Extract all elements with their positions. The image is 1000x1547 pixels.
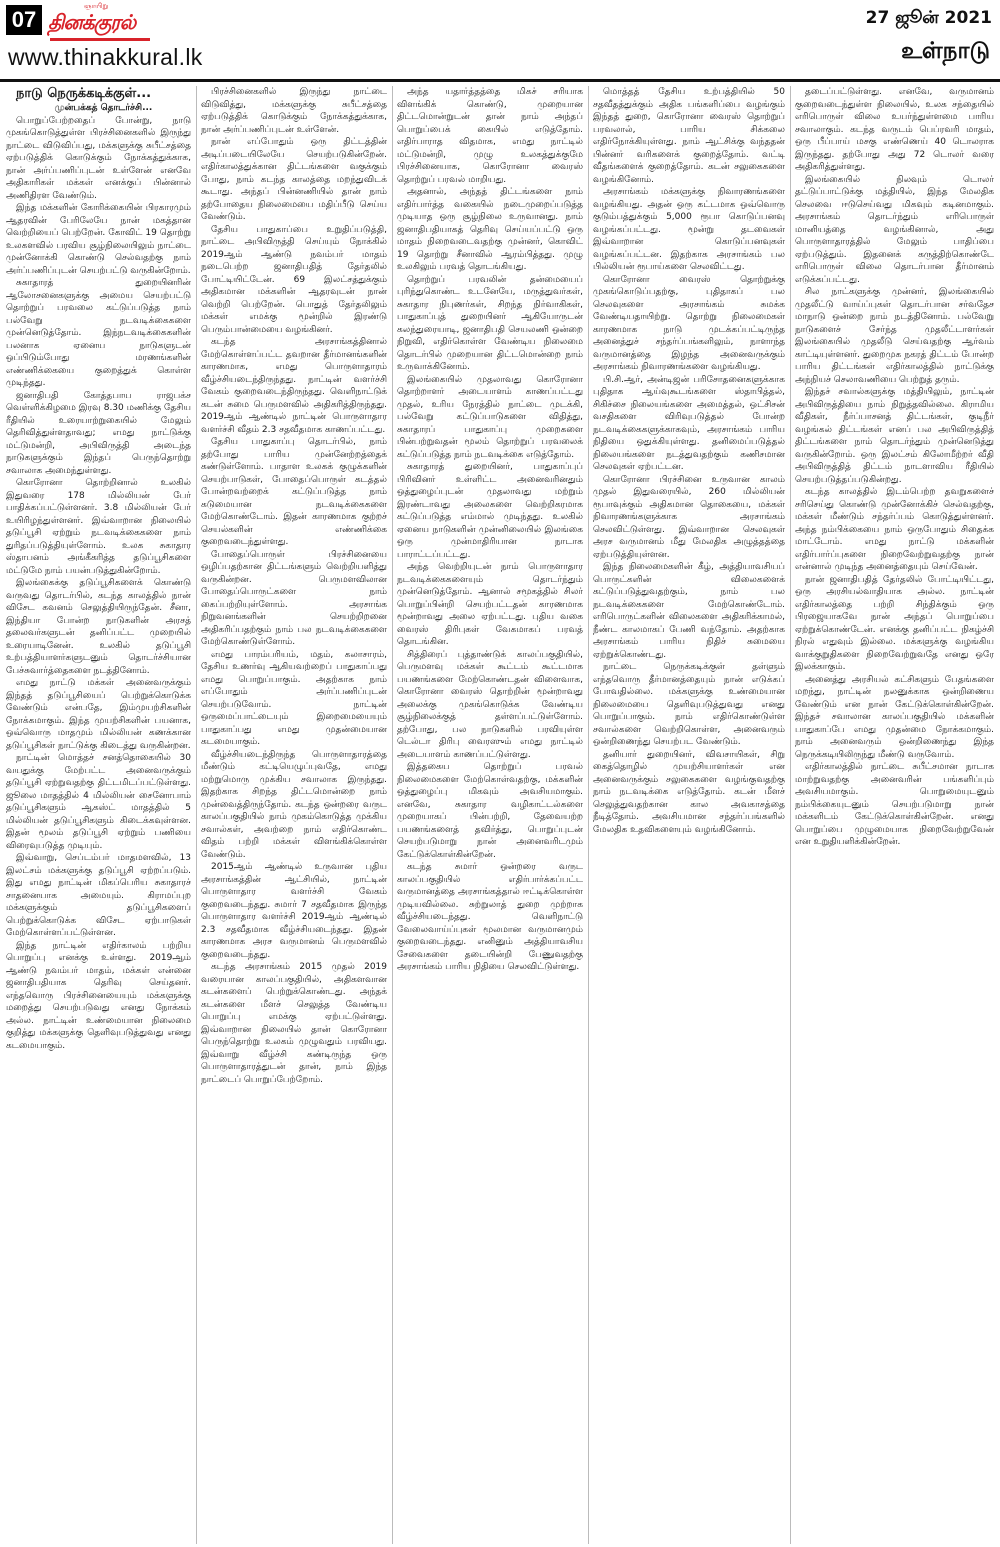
article-paragraph: அனைத்து அரசியல் கட்சிகளும் பேதங்களை மறந்து, நாட்டின் நலனுக்காக ஒன்றிணைய வேண்டும் என நான் கேட்டுக்கொள்கின்றேன். இந்தச் சவாலான காலப்பகுதியில் மக்களின் பாதுகாப்பே எமது முதன்மை நோக்கமாகும். நாம் அனைவரும் ஒன்றிணைந்து இந்த நெருக்கடியிலிருந்து மீண்டு வருவோம். — [795, 674, 994, 760]
article-paragraph: போதைப்பொருள் பிரச்சினையை ஒழிப்பதற்கான திட்டங்களும் வெற்றியளித்து வருகின்றன. பெருமளவிலான போதைப்பொருட்களை நாம் கைப்பற்றியுள்ளோம். அரசாங்க நிறுவனங்களின் செயற்றிறனை அதிகரிப்பதற்கும் நாம் பல நடவடிக்கைகளை மேற்கொண்டுள்ளோம். — [201, 549, 387, 647]
column-2 — [201, 86, 387, 1544]
article-paragraph: கடந்த சுமார் ஒன்றரை வருட காலப்பகுதியில் எதிர்பார்க்கப்பட்ட வருமானத்தை அரசாங்கத்தால் ஈட்டிக்கொள்ள முடியவில்லை. சுற்றுலாத் துறை முற்றாக வீழ்ச்சியடைந்தது. வெளிநாட்டு வேலைவாய்ப்புகள் மூலமான வருமானமும் குறைவடைந்தது. எனினும் அத்தியாவசிய சேவைகளை தடையின்றி பேணுவதற்கு அரசாங்கம் பாரிய நிதியை செலவிட்டுள்ளது. — [397, 862, 583, 972]
page-header — [0, 0, 1000, 78]
column-divider — [790, 86, 791, 1544]
logo-title: தினக்குரல் — [48, 10, 136, 34]
article-headline: நாடு நெருக்கடிக்குள்... — [16, 86, 152, 101]
article-paragraph: தொற்றுப் பரவலின் தன்மையைப் புரிந்துகொண்ட உடனேயே, மருத்துவர்கள், சுகாதார நிபுணர்கள், சிறந்த நிர்வாகிகள், பாதுகாப்புத் துறையினர் ஆகியோருடன் கலந்துரையாடி, ஜனாதிபதி செயலணி ஒன்றை நிறுவி, எதிர்கொள்ள வேண்டிய நிலைமை தொடர்பில் முறையான திட்டமொன்றை நாம் உருவாக்கினோம். — [397, 274, 583, 372]
article-paragraph: கடந்த அரசாங்கம் 2015 முதல் 2019 வரையான காலப்பகுதியில், அதிகளவான கடன்களைப் பெற்றுக்கொண்டது. அந்தக் கடன்களை மீளச் செலுத்த வேண்டிய பொறுப்பு எமக்கு ஏற்பட்டுள்ளது. இவ்வாறான நிலையில் தான் கொரோனா பெருந்தொற்று உலகம் முழுவதும் பரவியது. இவ்வாறு வீழ்ச்சி கண்டிருந்த ஒரு பொருளாதாரத்துடன் தான், நாம் இந்த நாட்டைப் பொறுப்பேற்றோம். — [201, 962, 387, 1085]
article-paragraph: தேசிய பாதுகாப்பை உறுதிப்படுத்தி, நாட்டை அபிவிருத்தி செய்யும் நோக்கில் 2019ஆம் ஆண்டு நவம்பர் மாதம் நடைபெற்ற ஜனாதிபதித் தேர்தலில் போட்டியிட்டேன். 69 இலட்சத்துக்கும் அதிகமான மக்களின் ஆதரவுடன் நான் வெற்றி பெற்றேன். பொதுத் தேர்தலிலும் மக்கள் எமக்கு மூன்றில் இரண்டு பெரும்பான்மையை வழங்கினர். — [201, 224, 387, 335]
article-paragraph: இந்த நாட்டின் எதிர்காலம் பற்றிய பொறுப்பு எனக்கு உள்ளது. 2019ஆம் ஆண்டு நவம்பர் மாதம், மக்கள் என்னை ஜனாதிபதியாக தெரிவு செய்தனர். எந்தவொரு பிரச்சினையையும் மக்களுக்கு மறைத்து செயற்படுவது எனது நோக்கம் அல்ல. நாட்டின் உண்மையான நிலைமை குறித்து மக்களுக்கு தெளிவுபடுத்துவது எனது கடமையாகும். — [6, 940, 191, 1051]
article-byline: முன்பக்கத் தொடர்ச்சி... — [54, 103, 153, 113]
page-number: 07 — [6, 5, 42, 35]
article-paragraph: பிரச்சினைகளில் இருந்து நாட்டை விடுவித்து, மக்களுக்கு சுபீட்சத்தை ஏற்படுத்திக் கொடுக்கும் நோக்கத்துக்காக, நான் அர்ப்பணிப்புடன் உள்ளேன். — [201, 87, 387, 135]
article-paragraph: கடந்த காலத்தில் இடம்பெற்ற தவறுகளைச் சரிசெய்து கொண்டு முன்னோக்கிச் செல்வதற்கு, மக்கள் மீண்டும் சந்தர்ப்பம் கொடுத்துள்ளனர். அந்த நம்பிக்கையை நாம் ஒருபோதும் சிதைக்க மாட்டோம். எமது நாட்டு மக்களின் எதிர்பார்ப்புகளை நிறைவேற்றுவதற்கு நான் என்னால் முடிந்த அனைத்தையும் செய்வேன். — [795, 487, 994, 572]
article-columns — [0, 86, 1000, 1547]
column-3 — [397, 86, 583, 1544]
article-paragraph: சுகாதாரத் துறையினரின் ஆலோசனைகளுக்கு அமைய செயற்பட்டு தொற்றுப் பரவலை கட்டுப்படுத்த நாம் பல்வேறு நடவடிக்கைகளை முன்னெடுத்தோம். இந்நடவடிக்கைகளின் பலனாக ஏனைய நாடுகளுடன் ஒப்பிடும்போது மரணங்களின் எண்ணிக்கையை குறைத்துக் கொள்ள முடிந்தது. — [6, 278, 191, 388]
website-url: www.thinakkural.lk — [8, 44, 203, 70]
article-paragraph: சித்திரைப் புத்தாண்டுக் காலப்பகுதியில், பெருமளவு மக்கள் கூட்டம் கூட்டமாக பயணங்களை மேற்கொண்டதன் விளைவாக, கொரோனா வைரஸ் தொற்றின் மூன்றாவது அலைக்கு முகங்கொடுக்க வேண்டிய சூழ்நிலைக்குத் தள்ளப்பட்டுள்ளோம். தற்போது, பல நாடுகளில் பரவியுள்ள டெல்டா திரிபு வைரஸும் எமது நாட்டில் அடையாளம் காணப்பட்டுள்ளது. — [397, 649, 583, 760]
article-paragraph: பொறுப்பேற்றதைப் போன்று, நாடு முகங்கொடுத்துள்ள பிரச்சினைகளில் இருந்து நாட்டை விடுவிப்பது, மக்களுக்கு சுபீட்சத்தை ஏற்படுத்திக் கொடுக்கும் நோக்கத்துக்காக, நான் அர்ப்பணிப்புடன் உள்ளேன் எனவே அதிகாரிகள் மக்கள் எனக்குப் பின்னால் அணிதிரள வேண்டும். — [6, 115, 191, 201]
article-paragraph: நான் ஜனாதிபதித் தேர்தலில் போட்டியிட்டது, ஒரு அரசியல்வாதியாக அல்ல. நாட்டின் எதிர்காலத்தை பற்றி சிந்திக்கும் ஒரு பிரஜையாகவே நான் அந்தப் பொறுப்பை ஏற்றுக்கொண்டேன். எனக்கு தனிப்பட்ட நிகழ்ச்சி நிரல் எதுவும் இல்லை. மக்களுக்கு வழங்கிய வாக்குறுதிகளை நிறைவேற்றுவதே எனது ஒரே இலக்காகும். — [795, 574, 994, 672]
article-paragraph: அந்த யதார்த்தத்தை மிகச் சரியாக விளங்கிக் கொண்டு, முறையான திட்டமொன்றுடன் தான் நாம் அந்தப் பொறுப்பைக் கையில் எடுத்தோம். எதிர்பாராத விதமாக, எமது நாட்டில் மட்டுமன்றி, முழு உலகத்துக்குமே பிரச்சினையாக, கொரோனா வைரஸ் தொற்றுப் பரவல் மாறியது. — [397, 87, 583, 185]
logo-underline — [50, 38, 150, 41]
column-divider — [196, 86, 197, 1544]
article-paragraph: இந்த மக்களின் கோரிக்கையின் பிரகாரமும் ஆதரவின் பேரிலேயே நான் மகத்தான வெற்றியைப் பெற்றேன். கோவிட் 19 தொற்று உலகளவில் பரவிய சூழ்நிலையிலும் நாட்டை முன்னோக்கி கொண்டு செல்வதற்கு நாம் அர்ப்பணிப்புடன் செயற்பட்டு வருகின்றோம். — [6, 203, 191, 276]
article-paragraph: நாட்டை நெருக்கடிக்குள் தள்ளும் எந்தவொரு தீர்மானத்தையும் நான் எடுக்கப் போவதில்லை. மக்களுக்கு உண்மையான நிலைமையை தெளிவுபடுத்துவது எனது பொறுப்பாகும். நாம் எதிர்கொண்டுள்ள சவால்களை வெற்றிகொள்ள, அனைவரும் ஒன்றிணைந்து செயற்பட வேண்டும். — [593, 662, 785, 747]
article-paragraph: தடைப்பட்டுள்ளது. எனவே, வருமானம் குறைவடைந்துள்ள நிலையில், உலக சந்தையில் எரிபொருள் விலை உயர்ந்துள்ளமை பாரிய சவாலாகும். கடந்த வருடம் பெப்ரவரி மாதம், ஒரு பீப்பாய் மசகு எண்ணெய் 40 டொலராக இருந்தது. தற்போது அது 72 டொலர் வரை அதிகரித்துள்ளது. — [795, 87, 994, 172]
article-paragraph: தேசிய பாதுகாப்பு தொடர்பில், நாம் தற்போது பாரிய முன்னேற்றத்தைக் கண்டுள்ளோம். பாதாள உலகக் குழுக்களின் செயற்பாடுகள், போதைப்பொருள் கடத்தல் போன்றவற்றைக் கட்டுப்படுத்த நாம் கடுமையான நடவடிக்கைகளை மேற்கொண்டோம். இதன் காரணமாக குற்றச் செயல்களின் எண்ணிக்கை குறைவடைந்துள்ளது. — [201, 437, 387, 547]
article-paragraph: இந்தச் சவால்களுக்கு மத்தியிலும், நாட்டின் அபிவிருத்தியை நாம் நிறுத்தவில்லை. கிராமிய வீதிகள், நீர்ப்பாசனத் திட்டங்கள், குடிநீர் வழங்கல் திட்டங்கள் எனப் பல அபிவிருத்தித் திட்டங்களை நாம் தொடர்ந்தும் முன்னெடுத்து வருகின்றோம். ஒரு இலட்சம் கிலோமீற்றர் வீதி அபிவிருத்தித் திட்டம் நாடளாவிய ரீதியில் செயற்படுத்தப்படுகின்றது. — [795, 387, 994, 485]
article-paragraph: இந்த நிலைமைகளின் கீழ், அத்தியாவசியப் பொருட்களின் விலைகளைக் கட்டுப்படுத்துவதற்கும், நாம் பல நடவடிக்கைகளை மேற்கொண்டோம். எரிபொருட்களின் விலைகளை அதிகரிக்காமல், நீண்ட காலமாகப் பேணி வந்தோம். அதற்காக அரசாங்கம் பாரிய நிதிச் சுமையை ஏற்றுக்கொண்டது. — [593, 562, 785, 660]
header-rule — [0, 79, 1000, 82]
logo-tagline: ஞாயிறு — [84, 2, 109, 10]
article-paragraph: அந்த வெற்றியுடன் நாம் பொருளாதார நடவடிக்கைகளையும் தொடர்ந்தும் முன்னெடுத்தோம். ஆனால் சமூகத்தில் சிலர் பொறுப்பின்றி செயற்பட்டதன் காரணமாக மூன்றாவது அலை ஏற்பட்டது. புதிய வகை வைரஸ் திரிபுகள் வேகமாகப் பரவத் தொடங்கின. — [397, 562, 583, 647]
article-paragraph: இலங்கையில் நிலவும் டொலர் தட்டுப்பாட்டுக்கு மத்தியில், இந்த மேலதிக செலவை ஈடுசெய்வது மிகவும் கடினமாகும். அரசாங்கம் தொடர்ந்தும் எரிபொருள் மானியத்தை வழங்கினால், அது பொருளாதாரத்தில் மேலும் பாதிப்பை ஏற்படுத்தும். இதனைக் கருத்திற்கொண்டே எரிபொருள் விலை தொடர்பான தீர்மானம் எடுக்கப்பட்டது. — [795, 174, 994, 285]
article-paragraph: நாட்டின் மொத்தச் சனத்தொகையில் 30 வயதுக்கு மேற்பட்ட அனைவருக்கும் தடுப்பூசி ஏற்றுவதற்கு திட்டமிடப்பட்டுள்ளது. ஜூலை மாதத்தில் 4 மில்லியன் சைனோபாம் தடுப்பூசிகளும் ஆகஸ்ட் மாதத்தில் 5 மில்லியன் தடுப்பூசிகளும் கிடைக்கவுள்ளன. இதன் மூலம் தடுப்பூசி ஏற்றும் பணியை விரைவுபடுத்த முடியும். — [6, 753, 191, 851]
issue-date: 27 ஜூன் 2021 — [865, 8, 992, 28]
article-paragraph: இவ்வாறு, செப்டம்பர் மாதமளவில், 13 இலட்சம் மக்களுக்கு தடுப்பூசி ஏற்றப்படும். இது எமது நாட்டின் மிகப்பெரிய சுகாதாரச் சாதனையாக அமையும். கிராமப்புற மக்களுக்கும் தடுப்பூசிகளைப் பெற்றுக்கொடுக்க விசேட ஏற்பாடுகள் மேற்கொள்ளப்பட்டுள்ளன. — [6, 853, 191, 938]
column-5 — [795, 86, 994, 1544]
article-paragraph: கொரோனா வைரஸ் தொற்றுக்கு முகங்கொடுப்பதற்கு, புதிதாகப் பல செலவுகளை அரசாங்கம் சுமக்க வேண்டியதாயிற்று. தொற்று நிலைமைகள் காரணமாக நாடு முடக்கப்பட்டிருந்த அனைத்துச் சந்தர்ப்பங்களிலும், நாளாந்த வருமானத்தை இழந்த அனைவருக்கும் அரசாங்கம் நிவாரணங்களை வழங்கியது. — [593, 274, 785, 372]
article-paragraph: வீழ்ச்சியடைந்திருந்த பொருளாதாரத்தை மீண்டும் கட்டியெழுப்புவதே, எமது மற்றுமொரு முக்கிய சவாலாக இருந்தது. இதற்காக சிறந்த திட்டமொன்றை நாம் முன்வைத்திருந்தோம். கடந்த ஒன்றரை வருட காலப்பகுதியில் நாம் முகம்கொடுத்த முக்கிய சவால்கள், அவற்றை நாம் எதிர்கொண்ட விதம் பற்றி மக்கள் விளங்கிக்கொள்ள வேண்டும். — [201, 749, 387, 860]
section-title: உள்நாடு — [901, 38, 990, 64]
column-1 — [6, 86, 191, 1544]
article-paragraph: எமது நாட்டு மக்கள் அனைவருக்கும் இந்தத் தடுப்பூசியைப் பெற்றுக்கொடுக்க வேண்டும் என்பதே, இம்முயற்சிகளின் நோக்கமாகும். இந்த முயற்சிகளின் பயனாக, ஒவ்வொரு மாதமும் மில்லியன் கணக்கான தடுப்பூசிகள் நாட்டுக்கு கிடைத்து வருகின்றன. — [6, 678, 191, 751]
article-paragraph: தனியார் துறையினர், விவசாயிகள், சிறு கைத்தொழில் முயற்சியாளர்கள் என அனைவருக்கும் சலுகைகளை வழங்குவதற்கு நாம் நடவடிக்கை எடுத்தோம். கடன் மீளச் செலுத்துவதற்கான கால அவகாசத்தை நீடித்தோம். அவசியமான சந்தர்ப்பங்களில் மேலதிக உதவிகளையும் வழங்கினோம். — [593, 749, 785, 835]
article-paragraph: எதிர்காலத்தில் நாட்டை சுபீட்சமான நாடாக மாற்றுவதற்கு அனைவரின் பங்களிப்பும் அவசியமாகும். பொறுமையுடனும் நம்பிக்கையுடனும் செயற்படுமாறு நான் மக்களிடம் கேட்டுக்கொள்கின்றேன். எனது பொறுப்பை முழுமையாக நிறைவேற்றுவேன் என உறுதியளிக்கின்றேன். — [795, 762, 994, 847]
column-divider — [392, 86, 393, 1544]
article-paragraph: 2015ஆம் ஆண்டில் உருவான புதிய அரசாங்கத்தின் ஆட்சியில், நாட்டின் பொருளாதார வளர்ச்சி வேகம் குறைவடைந்தது. சுமார் 7 சதவீதமாக இருந்த பொருளாதார வளர்ச்சி 2019ஆம் ஆண்டில் 2.3 சதவீதமாக வீழ்ச்சியடைந்தது. இதன் காரணமாக அரச வருமானம் பெருமளவில் குறைவடைந்தது. — [201, 862, 387, 960]
newspaper-logo — [48, 2, 152, 42]
column-divider — [588, 86, 589, 1544]
article-paragraph: பி.சி.ஆர், அன்டிஜன் பரிசோதனைகளுக்காக புதிதாக ஆய்வுகூடங்களை ஸ்தாபித்தல், சிகிச்சை நிலையங்களை அமைத்தல், ஒட்சிசன் வசதிகளை விரிவுபடுத்தல் போன்ற நடவடிக்கைகளுக்காகவும், அரசாங்கம் பாரிய நிதியை ஒதுக்கியுள்ளது. தனிமைப்படுத்தல் நிலையங்களை நடத்துவதற்கும் கணிசமான செலவுகள் ஏற்பட்டன. — [593, 374, 785, 472]
article-paragraph: நான் எப்போதும் ஒரு திட்டத்தின் அடிப்படையிலேயே செயற்படுகின்றேன். எதிர்காலத்துக்கான திட்டங்களை வகுக்கும் போது, நாம் கடந்த காலத்தை மறந்துவிடக் கூடாது. அந்தப் பின்னணியில் தான் நாம் தற்போதைய நிலைமையை மதிப்பீடு செய்ய வேண்டும். — [201, 137, 387, 222]
article-paragraph: மொத்தத் தேசிய உற்பத்தியில் 50 சதவீதத்துக்கும் அதிக பங்களிப்பை வழங்கும் இந்தத் துறை, கொரோனா வைரஸ் தொற்றுப் பரவலால், பாரிய சிக்கலை எதிர்நோக்கியுள்ளது. நாம் ஆட்சிக்கு வந்ததன் பின்னர் வரிகளைக் குறைத்தோம். வட்டி வீதங்களைக் குறைத்தோம். கடன் சலுகைகளை வழங்கினோம். — [593, 87, 785, 185]
article-paragraph: அரசாங்கம் மக்களுக்கு நிவாரணங்களை வழங்கியது. அதன் ஒரு கட்டமாக ஒவ்வொரு குடும்பத்துக்கும் 5,000 ரூபா கொடுப்பனவு வழங்கப்பட்டது. மூன்று தடவைகள் இவ்வாறான கொடுப்பனவுகள் வழங்கப்பட்டன. இதற்காக அரசாங்கம் பல பில்லியன் ரூபாய்களை செலவிட்டது. — [593, 187, 785, 272]
article-paragraph: இலங்கையில் முதலாவது கொரோனா தொற்றாளர் அடையாளம் காணப்பட்டது முதல், உரிய நேரத்தில் நாட்டை முடக்கி, பல்வேறு கட்டுப்பாடுகளை விதித்து, சுகாதாரப் பாதுகாப்பு முறைகளை பின்பற்றுவதன் மூலம் தொற்றுப் பரவலைக் கட்டுப்படுத்த நாம் நடவடிக்கை எடுத்தோம். — [397, 374, 583, 460]
article-paragraph: இத்தகைய தொற்றுப் பரவல் நிலைமைகளை மேற்கொள்வதற்கு, மக்களின் ஒத்துழைப்பு மிகவும் அவசியமாகும். எனவே, சுகாதார வழிகாட்டல்களை முறையாகப் பின்பற்றி, தேவையற்ற பயணங்களைத் தவிர்த்து, பொறுப்புடன் செயற்படுமாறு நான் அனைவரிடமும் கேட்டுக்கொள்கின்றேன். — [397, 762, 583, 860]
article-paragraph: கடந்த அரசாங்கத்தினால் மேற்கொள்ளப்பட்ட தவறான தீர்மானங்களின் காரணமாக, எமது பொருளாதாரம் வீழ்ச்சியடைந்திருந்தது. நாட்டின் வளர்ச்சி வேகம் குறைவடைந்திருந்தது. வெளிநாட்டுக் கடன் சுமை பெருமளவில் அதிகரித்திருந்தது. 2019ஆம் ஆண்டில் நாட்டின் பொருளாதார வளர்ச்சி வீதம் 2.3 சதவீதமாக காணப்பட்டது. — [201, 337, 387, 435]
column-4 — [593, 86, 785, 1544]
article-paragraph: கொரோனா தொற்றினால் உலகில் இதுவரை 178 மில்லியன் பேர் பாதிக்கப்பட்டுள்ளனர். 3.8 மில்லியன் பேர் உயிரிழந்துள்ளனர். இவ்வாறான நிலையில் தடுப்பூசி ஏற்றும் நடவடிக்கைகளை நாம் துரிதப்படுத்தியுள்ளோம். உலக சுகாதார ஸ்தாபனம் அங்கீகரித்த தடுப்பூசிகளை மட்டுமே நாம் பயன்படுத்துகின்றோம். — [6, 478, 191, 576]
article-paragraph: கொரோனா பிரச்சினை உருவான காலம் முதல் இதுவரையில், 260 மில்லியன் ரூபாவுக்கும் அதிகமான தொகையை, மக்கள் நிவாரணங்களுக்காக அரசாங்கம் செலவிட்டுள்ளது. இவ்வாறான செலவுகள் அரச வருமானம் மீது மேலதிக அழுத்தத்தை ஏற்படுத்தியுள்ளன. — [593, 474, 785, 560]
article-paragraph: அதனால், அந்தத் திட்டங்களை நாம் எதிர்பார்த்த வகையில் நடைமுறைப்படுத்த முடியாத ஒரு சூழ்நிலை உருவானது. நாம் ஜனாதிபதியாகத் தெரிவு செய்யப்பட்டு ஒரு மாதம் நிறைவடைவதற்கு முன்னர், கொவிட் 19 தொற்று சீனாவில் ஆரம்பித்தது. முழு உலகிலும் பரவத் தொடங்கியது. — [397, 187, 583, 272]
article-paragraph: ஜனாதிபதி கோத்தபாய ராஜபக்ச வெள்ளிக்கிழமை இரவு 8.30 மணிக்கு தேசிய ரீதியில் உரையாற்றுகையில் மேலும் தெரிவித்துள்ளதாவது; எமது நாட்டுக்கு மட்டுமன்றி, அபிவிருத்தி அடைந்த நாடுகளுக்கும் இந்தப் பெருந்தொற்று சவாலாக அமைந்துள்ளது. — [6, 390, 191, 476]
article-paragraph: எமது பாரம்பரியம், மதம், கலாசாரம், தேசிய உணர்வு ஆகியவற்றைப் பாதுகாப்பது எமது பொறுப்பாகும். அதற்காக நாம் எப்போதும் அர்ப்பணிப்புடன் செயற்படுவோம். நாட்டின் ஒருமைப்பாட்டையும் இறைமையையும் பாதுகாப்பது எமது முதன்மையான கடமையாகும். — [201, 649, 387, 747]
article-paragraph: சுகாதாரத் துறையினர், பாதுகாப்புப் பிரிவினர் உள்ளிட்ட அனைவரினதும் ஒத்துழைப்புடன் முதலாவது மற்றும் இரண்டாவது அலைகளை வெற்றிகரமாக கட்டுப்படுத்த எம்மால் முடிந்தது. உலகில் ஏனைய நாடுகளின் முன்னிலையில் இலங்கை ஒரு முன்மாதிரியான நாடாக பாராட்டப்பட்டது. — [397, 462, 583, 560]
article-paragraph: இலங்கைக்கு தடுப்பூசிகளைக் கொண்டு வருவது தொடர்பில், கடந்த காலத்தில் நான் விசேட கவனம் செலுத்தியிருந்தேன். சீனா, இந்தியா போன்ற நாடுகளின் அரசத் தலைவர்களுடன் தனிப்பட்ட முறையில் உரையாடினேன். உலகில் தடுப்பூசி உற்பத்தியாளர்களுடனும் தொடர்ச்சியான பேச்சுவார்த்தைகளை நடத்தினோம். — [6, 578, 191, 676]
article-paragraph: சில நாட்களுக்கு முன்னர், இலங்கையில் முதலீட்டு வாய்ப்புகள் தொடர்பான சர்வதேச மாநாடு ஒன்றை நாம் நடத்தினோம். பல்வேறு நாடுகளைச் சேர்ந்த முதலீட்டாளர்கள் இலங்கையில் முதலீடு செய்வதற்கு ஆர்வம் காட்டியுள்ளனர். துறைமுக நகரத் திட்டம் போன்ற பாரிய திட்டங்கள் எதிர்காலத்தில் நாட்டுக்கு அந்நியச் செலாவணியை பெற்றுத் தரும். — [795, 287, 994, 385]
